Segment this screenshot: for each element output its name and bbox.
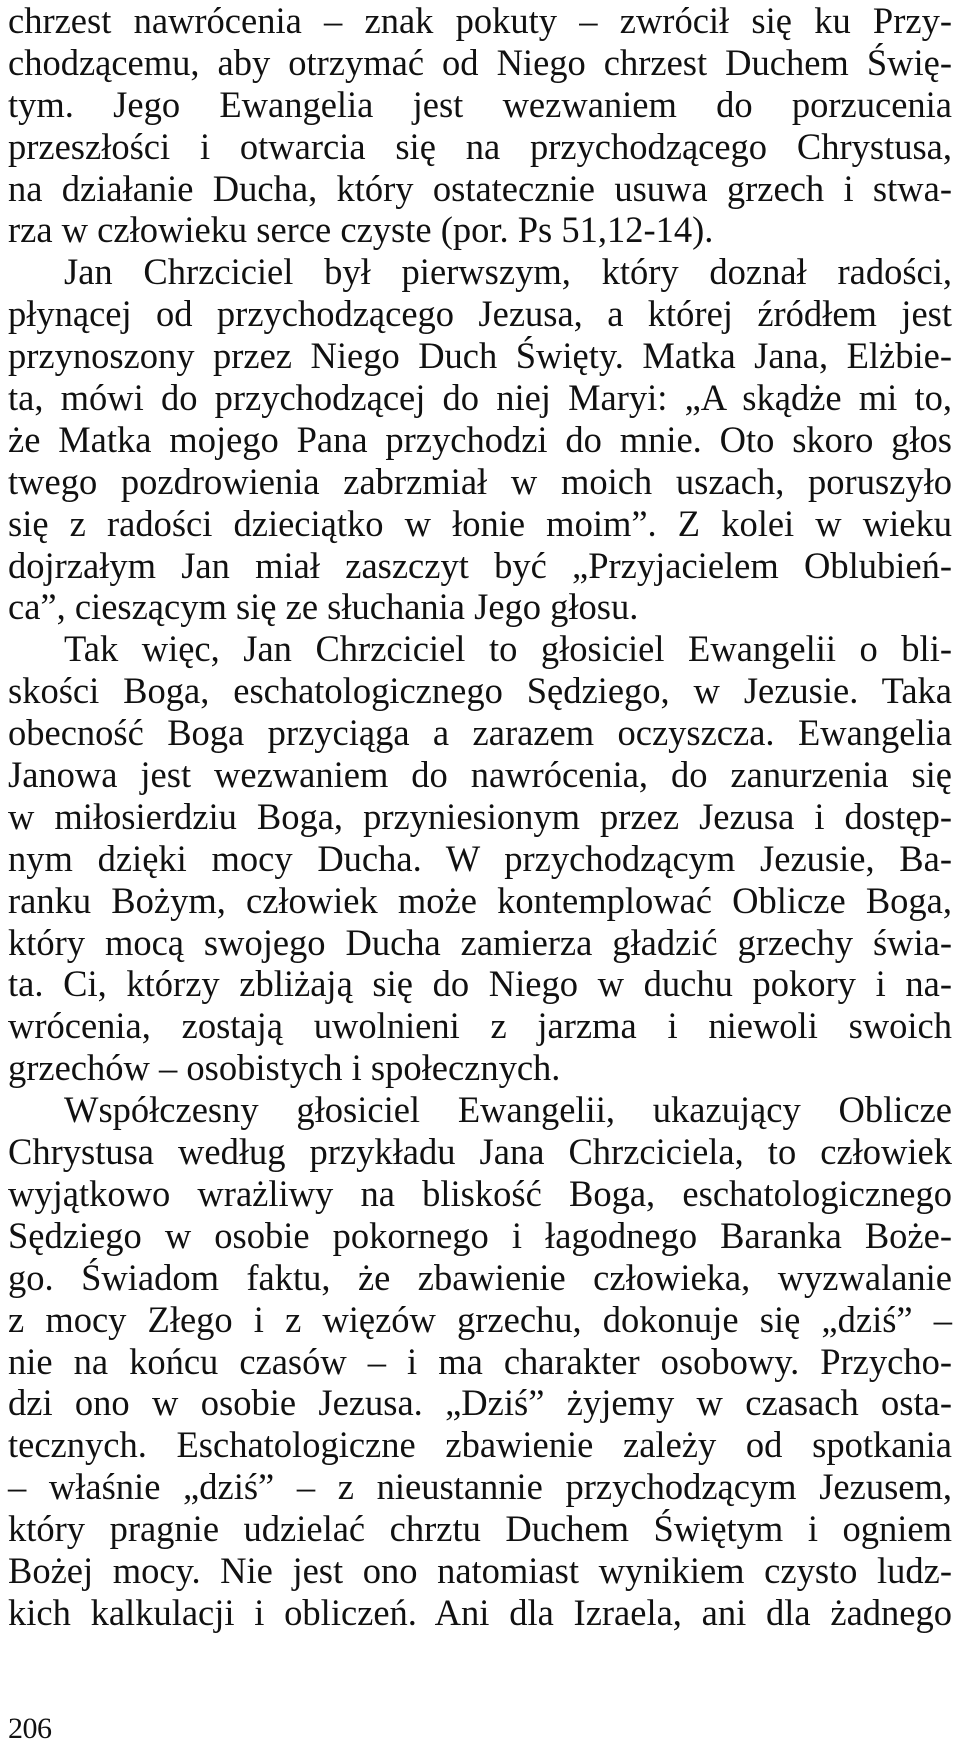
text-line: na działanie Ducha, który ostatecznie usuwa grzech i stwa- xyxy=(8,167,952,209)
text-line: – właśnie „dziś” – z nieustannie przychodzącym Jezusem, xyxy=(8,1466,952,1508)
text-line: Współczesny głosiciel Ewangelii, ukazujący Oblicze xyxy=(64,1089,952,1131)
text-line: który pragnie udzielać chrztu Duchem Świętym i ogniem xyxy=(8,1508,952,1550)
text-line: ta. Ci, którzy zbliżają się do Niego w duchu pokory i na- xyxy=(8,963,952,1005)
text-line: który mocą swojego Ducha zamierza gładzić grzechy świa- xyxy=(8,921,952,963)
text-line: przeszłości i otwarcia się na przychodzącego Chrystusa, xyxy=(8,125,952,167)
text-line: dzi ono w osobie Jezusa. „Dziś” żyjemy w czasach osta- xyxy=(8,1382,952,1424)
text-line: kich kalkulacji i obliczeń. Ani dla Izraela, ani dla żadnego xyxy=(8,1591,952,1633)
text-line: nie na końcu czasów – i ma charakter osobowy. Przycho- xyxy=(8,1340,952,1382)
text-line: Chrystusa według przykładu Jana Chrzciciela, to człowiek xyxy=(8,1131,952,1173)
text-line: wrócenia, zostają uwolnieni z jarzma i niewoli swoich xyxy=(8,1005,952,1047)
text-line: ranku Bożym, człowiek może kontemplować Oblicze Boga, xyxy=(8,879,952,921)
text-line: chrzest nawrócenia – znak pokuty – zwrócił się ku Przy- xyxy=(8,0,952,41)
text-line: Jan Chrzciciel był pierwszym, który doznał radości, xyxy=(64,251,952,293)
page-body xyxy=(8,0,952,1634)
text-line: chodzącemu, aby otrzymać od Niego chrzest Duchem Świę- xyxy=(8,41,952,83)
text-line: że Matka mojego Pana przychodzi do mnie. Oto skoro głos xyxy=(8,418,952,460)
text-line: skości Boga, eschatologicznego Sędziego, w Jezusie. Taka xyxy=(8,670,952,712)
text-line: ca”, cieszącym się ze słuchania Jego głosu. xyxy=(8,586,639,628)
text-line: wyjątkowo wrażliwy na bliskość Boga, eschatologicznego xyxy=(8,1172,952,1214)
page-number: 206 xyxy=(8,1712,52,1745)
text-line: Sędziego w osobie pokornego i łagodnego Baranka Boże- xyxy=(8,1214,952,1256)
text-line: Bożej mocy. Nie jest ono natomiast wynikiem czysto ludz- xyxy=(8,1549,952,1591)
text-line: nym dzięki mocy Ducha. W przychodzącym Jezusie, Ba- xyxy=(8,837,952,879)
text-line: dojrzałym Jan miał zaszczyt być „Przyjacielem Oblubień- xyxy=(8,544,952,586)
text-line: w miłosierdziu Boga, przyniesionym przez Jezusa i dostęp- xyxy=(8,795,952,837)
text-line: obecność Boga przyciąga a zarazem oczyszcza. Ewangelia xyxy=(8,712,952,754)
text-line: Janowa jest wezwaniem do nawrócenia, do zanurzenia się xyxy=(8,754,952,796)
text-line: z mocy Złego i z więzów grzechu, dokonuje się „dziś” – xyxy=(8,1298,952,1340)
text-line: go. Świadom faktu, że zbawienie człowieka, wyzwalanie xyxy=(8,1256,952,1298)
text-line: przynoszony przez Niego Duch Święty. Matka Jana, Elżbie- xyxy=(8,335,952,377)
text-line: grzechów – osobistych i społecznych. xyxy=(8,1047,561,1089)
text-line: Tak więc, Jan Chrzciciel to głosiciel Ewangelii o bli- xyxy=(64,628,952,670)
text-line: ta, mówi do przychodzącej do niej Maryi: „A skądże mi to, xyxy=(8,377,952,419)
text-line: tecznych. Eschatologiczne zbawienie zależy od spotkania xyxy=(8,1424,952,1466)
text-line: tym. Jego Ewangelia jest wezwaniem do porzucenia xyxy=(8,83,952,125)
text-line: płynącej od przychodzącego Jezusa, a której źródłem jest xyxy=(8,293,952,335)
text-line: się z radości dzieciątko w łonie moim”. Z kolei w wieku xyxy=(8,502,952,544)
text-line: rza w człowieku serce czyste (por. Ps 51,12-14). xyxy=(8,209,714,251)
text-line: twego pozdrowienia zabrzmiał w moich uszach, poruszyło xyxy=(8,460,952,502)
